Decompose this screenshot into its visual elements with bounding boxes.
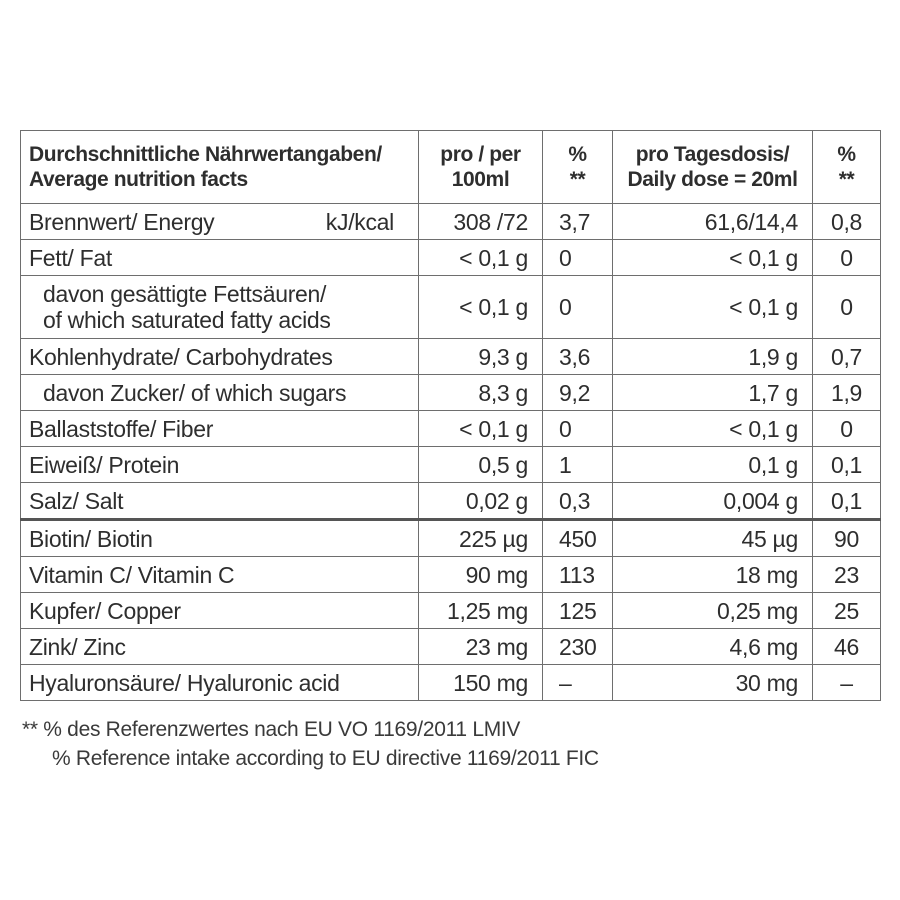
footnote-line1: ** % des Referenzwertes nach EU VO 1169/2011 LMIV — [22, 718, 521, 741]
row-label: Vitamin C/ Vitamin C — [21, 557, 419, 593]
row-pct: 3,7 — [543, 204, 613, 240]
table-row-zinc — [21, 629, 881, 665]
row-pct: 0 — [543, 276, 613, 339]
header-pct-line1: % — [568, 143, 587, 166]
row-per100: < 0,1 g — [419, 276, 543, 339]
row-pct2: 0,1 — [813, 483, 881, 520]
row-pct2: 0 — [813, 411, 881, 447]
header-per100-cell — [419, 131, 543, 204]
row-pct: 113 — [543, 557, 613, 593]
row-pct: 9,2 — [543, 375, 613, 411]
row-per100: 150 mg — [419, 665, 543, 701]
row-label: Kohlenhydrate/ Carbohydrates — [21, 339, 419, 375]
header-per100-line2: 100ml — [451, 168, 510, 191]
row-pct2: 25 — [813, 593, 881, 629]
row-label-line2: of which saturated fatty acids — [43, 307, 331, 333]
row-per100: < 0,1 g — [419, 411, 543, 447]
row-daily: 1,7 g — [613, 375, 813, 411]
row-label — [21, 276, 419, 339]
row-pct: 0 — [543, 240, 613, 276]
row-pct: 3,6 — [543, 339, 613, 375]
row-pct2: 1,9 — [813, 375, 881, 411]
row-label — [21, 204, 419, 240]
row-pct: 230 — [543, 629, 613, 665]
row-daily: 0,25 mg — [613, 593, 813, 629]
row-per100: 9,3 g — [419, 339, 543, 375]
row-label-text: davon Zucker/ of which sugars — [43, 379, 347, 406]
row-pct: – — [543, 665, 613, 701]
nutrition-table — [20, 130, 881, 701]
row-label: Biotin/ Biotin — [21, 520, 419, 557]
header-label-de: Durchschnittliche Nährwertangaben/ — [29, 143, 382, 166]
table-row-carbohydrates — [21, 339, 881, 375]
row-daily: 0,004 g — [613, 483, 813, 520]
row-label: Hyaluronsäure/ Hyaluronic acid — [21, 665, 419, 701]
header-pct2-line1: % — [837, 143, 856, 166]
table-row-copper — [21, 593, 881, 629]
row-label-text: Brennwert/ Energy — [29, 208, 215, 235]
row-daily: 0,1 g — [613, 447, 813, 483]
row-pct2: 90 — [813, 520, 881, 557]
row-pct2: 0,7 — [813, 339, 881, 375]
row-pct2: 0,8 — [813, 204, 881, 240]
table-row-salt — [21, 483, 881, 520]
row-per100: 308 /72 — [419, 204, 543, 240]
row-per100: < 0,1 g — [419, 240, 543, 276]
table-row-biotin — [21, 520, 881, 557]
row-pct2: – — [813, 665, 881, 701]
header-pct2-cell — [813, 131, 881, 204]
row-daily: 61,6/14,4 — [613, 204, 813, 240]
footnote-line2: % Reference intake according to EU directive 1169/2011 FIC — [52, 747, 599, 770]
header-daily-line2: Daily dose = 20ml — [627, 168, 798, 191]
row-pct2: 0 — [813, 276, 881, 339]
row-per100: 0,5 g — [419, 447, 543, 483]
row-pct: 1 — [543, 447, 613, 483]
table-row-saturated-fat — [21, 276, 881, 339]
nutrition-table-container — [20, 130, 880, 701]
row-daily: 1,9 g — [613, 339, 813, 375]
header-per100-line1: pro / per — [440, 143, 521, 166]
row-per100: 23 mg — [419, 629, 543, 665]
row-per100: 8,3 g — [419, 375, 543, 411]
table-row-fiber — [21, 411, 881, 447]
table-row-energy — [21, 204, 881, 240]
row-daily: < 0,1 g — [613, 276, 813, 339]
row-unit-text: kJ/kcal — [325, 208, 394, 235]
row-label: Salz/ Salt — [21, 483, 419, 520]
table-row-sugars — [21, 375, 881, 411]
row-label: Zink/ Zinc — [21, 629, 419, 665]
table-row-hyaluronic-acid — [21, 665, 881, 701]
header-label-cell — [21, 131, 419, 204]
row-daily: < 0,1 g — [613, 240, 813, 276]
row-pct2: 0 — [813, 240, 881, 276]
row-daily: 18 mg — [613, 557, 813, 593]
row-daily: 45 µg — [613, 520, 813, 557]
header-daily-line1: pro Tagesdosis/ — [635, 143, 790, 166]
row-label: Fett/ Fat — [21, 240, 419, 276]
row-pct: 125 — [543, 593, 613, 629]
table-row-protein — [21, 447, 881, 483]
row-label: Ballaststoffe/ Fiber — [21, 411, 419, 447]
row-label: Eiweiß/ Protein — [21, 447, 419, 483]
header-label-en: Average nutrition facts — [29, 168, 248, 191]
row-daily: < 0,1 g — [613, 411, 813, 447]
table-row-vitamin-c — [21, 557, 881, 593]
row-pct2: 46 — [813, 629, 881, 665]
header-pct-line2: ** — [569, 168, 586, 191]
row-label: Kupfer/ Copper — [21, 593, 419, 629]
row-label-line1: davon gesättigte Fettsäuren/ — [43, 281, 327, 307]
header-pct2-line2: ** — [838, 168, 855, 191]
header-pct-cell — [543, 131, 613, 204]
row-pct: 0,3 — [543, 483, 613, 520]
row-daily: 30 mg — [613, 665, 813, 701]
row-per100: 90 mg — [419, 557, 543, 593]
row-pct: 450 — [543, 520, 613, 557]
table-row-fat — [21, 240, 881, 276]
row-per100: 0,02 g — [419, 483, 543, 520]
footnote — [22, 715, 599, 773]
row-pct2: 0,1 — [813, 447, 881, 483]
row-per100: 225 µg — [419, 520, 543, 557]
header-daily-cell — [613, 131, 813, 204]
row-pct2: 23 — [813, 557, 881, 593]
row-pct: 0 — [543, 411, 613, 447]
row-per100: 1,25 mg — [419, 593, 543, 629]
table-header-row — [21, 131, 881, 204]
row-daily: 4,6 mg — [613, 629, 813, 665]
row-label — [21, 375, 419, 411]
